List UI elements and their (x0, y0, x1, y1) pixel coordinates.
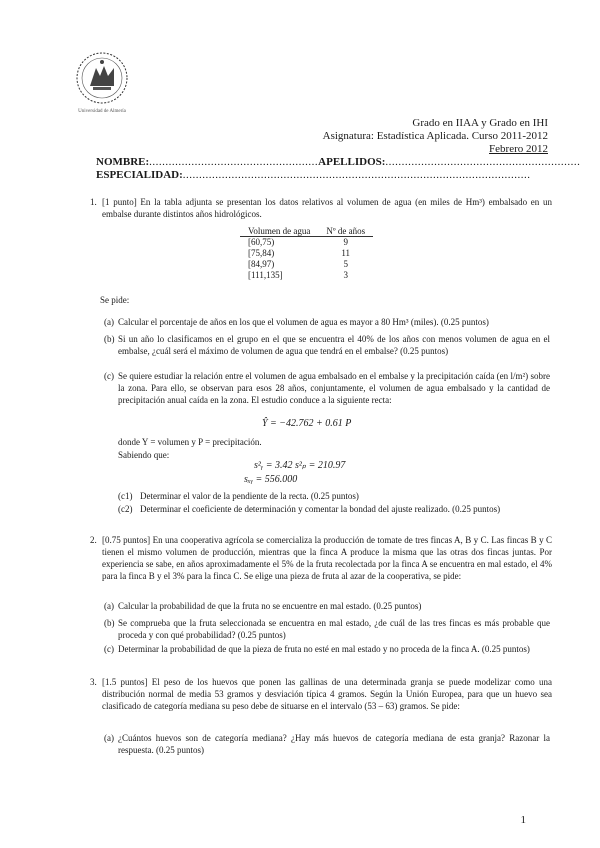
q2-intro: [0.75 puntos] En una cooperativa agrícola se comercializa la producción de tomate de tres fincas A, B y C. Las fincas B y C tienen el mismo volumen de producción, mientras que la finca A produce la misma que las otras dos fincas juntas. Por experiencia se sabe, en años aproximadamente el 5% de la fruta recolectada por la finca A se encuentra en mal estado, el 4% para la finca B y el 3% para la finca C. Se elige una pieza de fruta al azar de la cooperativa, se pide: (102, 535, 552, 581)
q1-se-pide: Se pide: (100, 295, 130, 305)
q2b-label: (b) (104, 618, 115, 628)
q2c-label: (c) (104, 644, 114, 654)
table-row: [75,84) 11 (248, 248, 351, 258)
q1c2-text: Determinar el coeficiente de determinación y comentar la bondad del ajuste realizado. (0.25 puntos) (140, 504, 501, 514)
q1a-text: Calcular el porcentaje de años en los que el volumen de agua es mayor a 80 Hm³ (miles). (0.25 puntos) (118, 317, 489, 327)
q3-number: 3. (90, 677, 97, 687)
q2c-text: Determinar la probabilidad de que la pieza de fruta no esté en mal estado y no proceda de la finca A. (0.25 puntos) (118, 644, 530, 654)
especialidad-field[interactable]: ........................................................................................................... (182, 169, 531, 181)
exam-date: Febrero 2012 (489, 143, 548, 155)
q2a-label: (a) (104, 601, 114, 611)
q2-number: 2. (90, 535, 97, 545)
volume-col-header: Volumen de agua (240, 226, 318, 237)
nombre-label: NOMBRE: (96, 156, 150, 168)
q2a-text: Calcular la probabilidad de que la fruta no se encuentre en mal estado. (0.25 puntos) (118, 601, 422, 611)
q1c2-label: (c2) (118, 504, 133, 514)
stats-line-1: s²ᵧ = 3.42 s²ₚ = 210.97 (254, 460, 346, 471)
table-row: [84,97) 5 (248, 259, 348, 269)
q1b-text: Si un año lo clasificamos en el grupo en el que se encuentra el 40% de los años con menos volumen de agua en el embalse, ¿cuál será el máximo de volumen de agua que tendrá en el embalse? (0.25 puntos) (118, 334, 550, 356)
q1-intro: [1 punto] En la tabla adjunta se presentan los datos relativos al volumen de agua (en miles de Hm³) embalsado en un embalse durante distintos años hidrológicos. (102, 197, 552, 219)
apellidos-label: APELLIDOS: (318, 156, 386, 168)
table-row: [60,75) 9 (248, 237, 348, 247)
q1-donde: donde Y = volumen y P = precipitación. (118, 437, 262, 447)
regression-equation: Ŷ = −42.762 + 0.61 P (262, 418, 352, 429)
q1c1-text: Determinar el valor de la pendiente de la recta. (0.25 puntos) (140, 491, 359, 501)
q1-number: 1. (90, 197, 97, 207)
stats-line-2: sₓᵧ = 556.000 (244, 474, 298, 485)
q3-intro: [1.5 puntos] El peso de los huevos que ponen las gallinas de una determinada granja se puede modelizar como una distribución normal de media 53 gramos y desviación típica 4 gramos. Según la Unión Europea, para que un huevo sea clasificado de categoría mediana su peso debe de situarse en el intervalo (53 – 63) gramos. Se pide: (102, 677, 552, 711)
q1c-label: (c) (104, 371, 114, 381)
q3a-label: (a) (104, 733, 114, 743)
page-number: 1 (520, 814, 526, 826)
degree-title: Grado en IIAA y Grado en IHI (412, 117, 548, 129)
especialidad-label: ESPECIALIDAD: (96, 169, 183, 181)
q2b-text: Se comprueba que la fruta seleccionada se encuentra en mal estado, ¿de cuál de las tres fincas es más probable que proceda y con qué probabilidad? (0.25 puntos) (118, 618, 550, 640)
course-title: Asignatura: Estadística Aplicada. Curso 2011-2012 (322, 130, 548, 142)
q1a-label: (a) (104, 317, 114, 327)
q3a-text: ¿Cuántos huevos son de categoría mediana? ¿Hay más huevos de categoría mediana de esta granja? Razonar la respuesta. (0.25 puntos) (118, 733, 550, 755)
name-fields-row (96, 156, 580, 168)
university-seal (66, 46, 138, 118)
q1b-label: (b) (104, 334, 115, 344)
q1c1-label: (c1) (118, 491, 133, 501)
years-col-header: Nº de años (318, 226, 373, 237)
table-row: [111,135] 3 (248, 270, 348, 280)
seal-caption: Universidad de Almería (78, 109, 126, 114)
volume-table (240, 226, 373, 281)
apellidos-field[interactable]: ............................................................ (385, 156, 581, 168)
nombre-field[interactable]: .................................................... (149, 156, 319, 168)
especialidad-row (96, 169, 531, 181)
q1-sabiendo: Sabiendo que: (118, 450, 170, 460)
q1c-text: Se quiere estudiar la relación entre el volumen de agua embalsado en el embalse y la precipitación caída (en l/m²) sobre la zona. Para ello, se observan para esos 28 años, conjuntamente, el volumen de agua embalsado y la cantidad de precipitación anual caída en la zona. El estudio conduce a la siguiente recta: (118, 371, 550, 405)
